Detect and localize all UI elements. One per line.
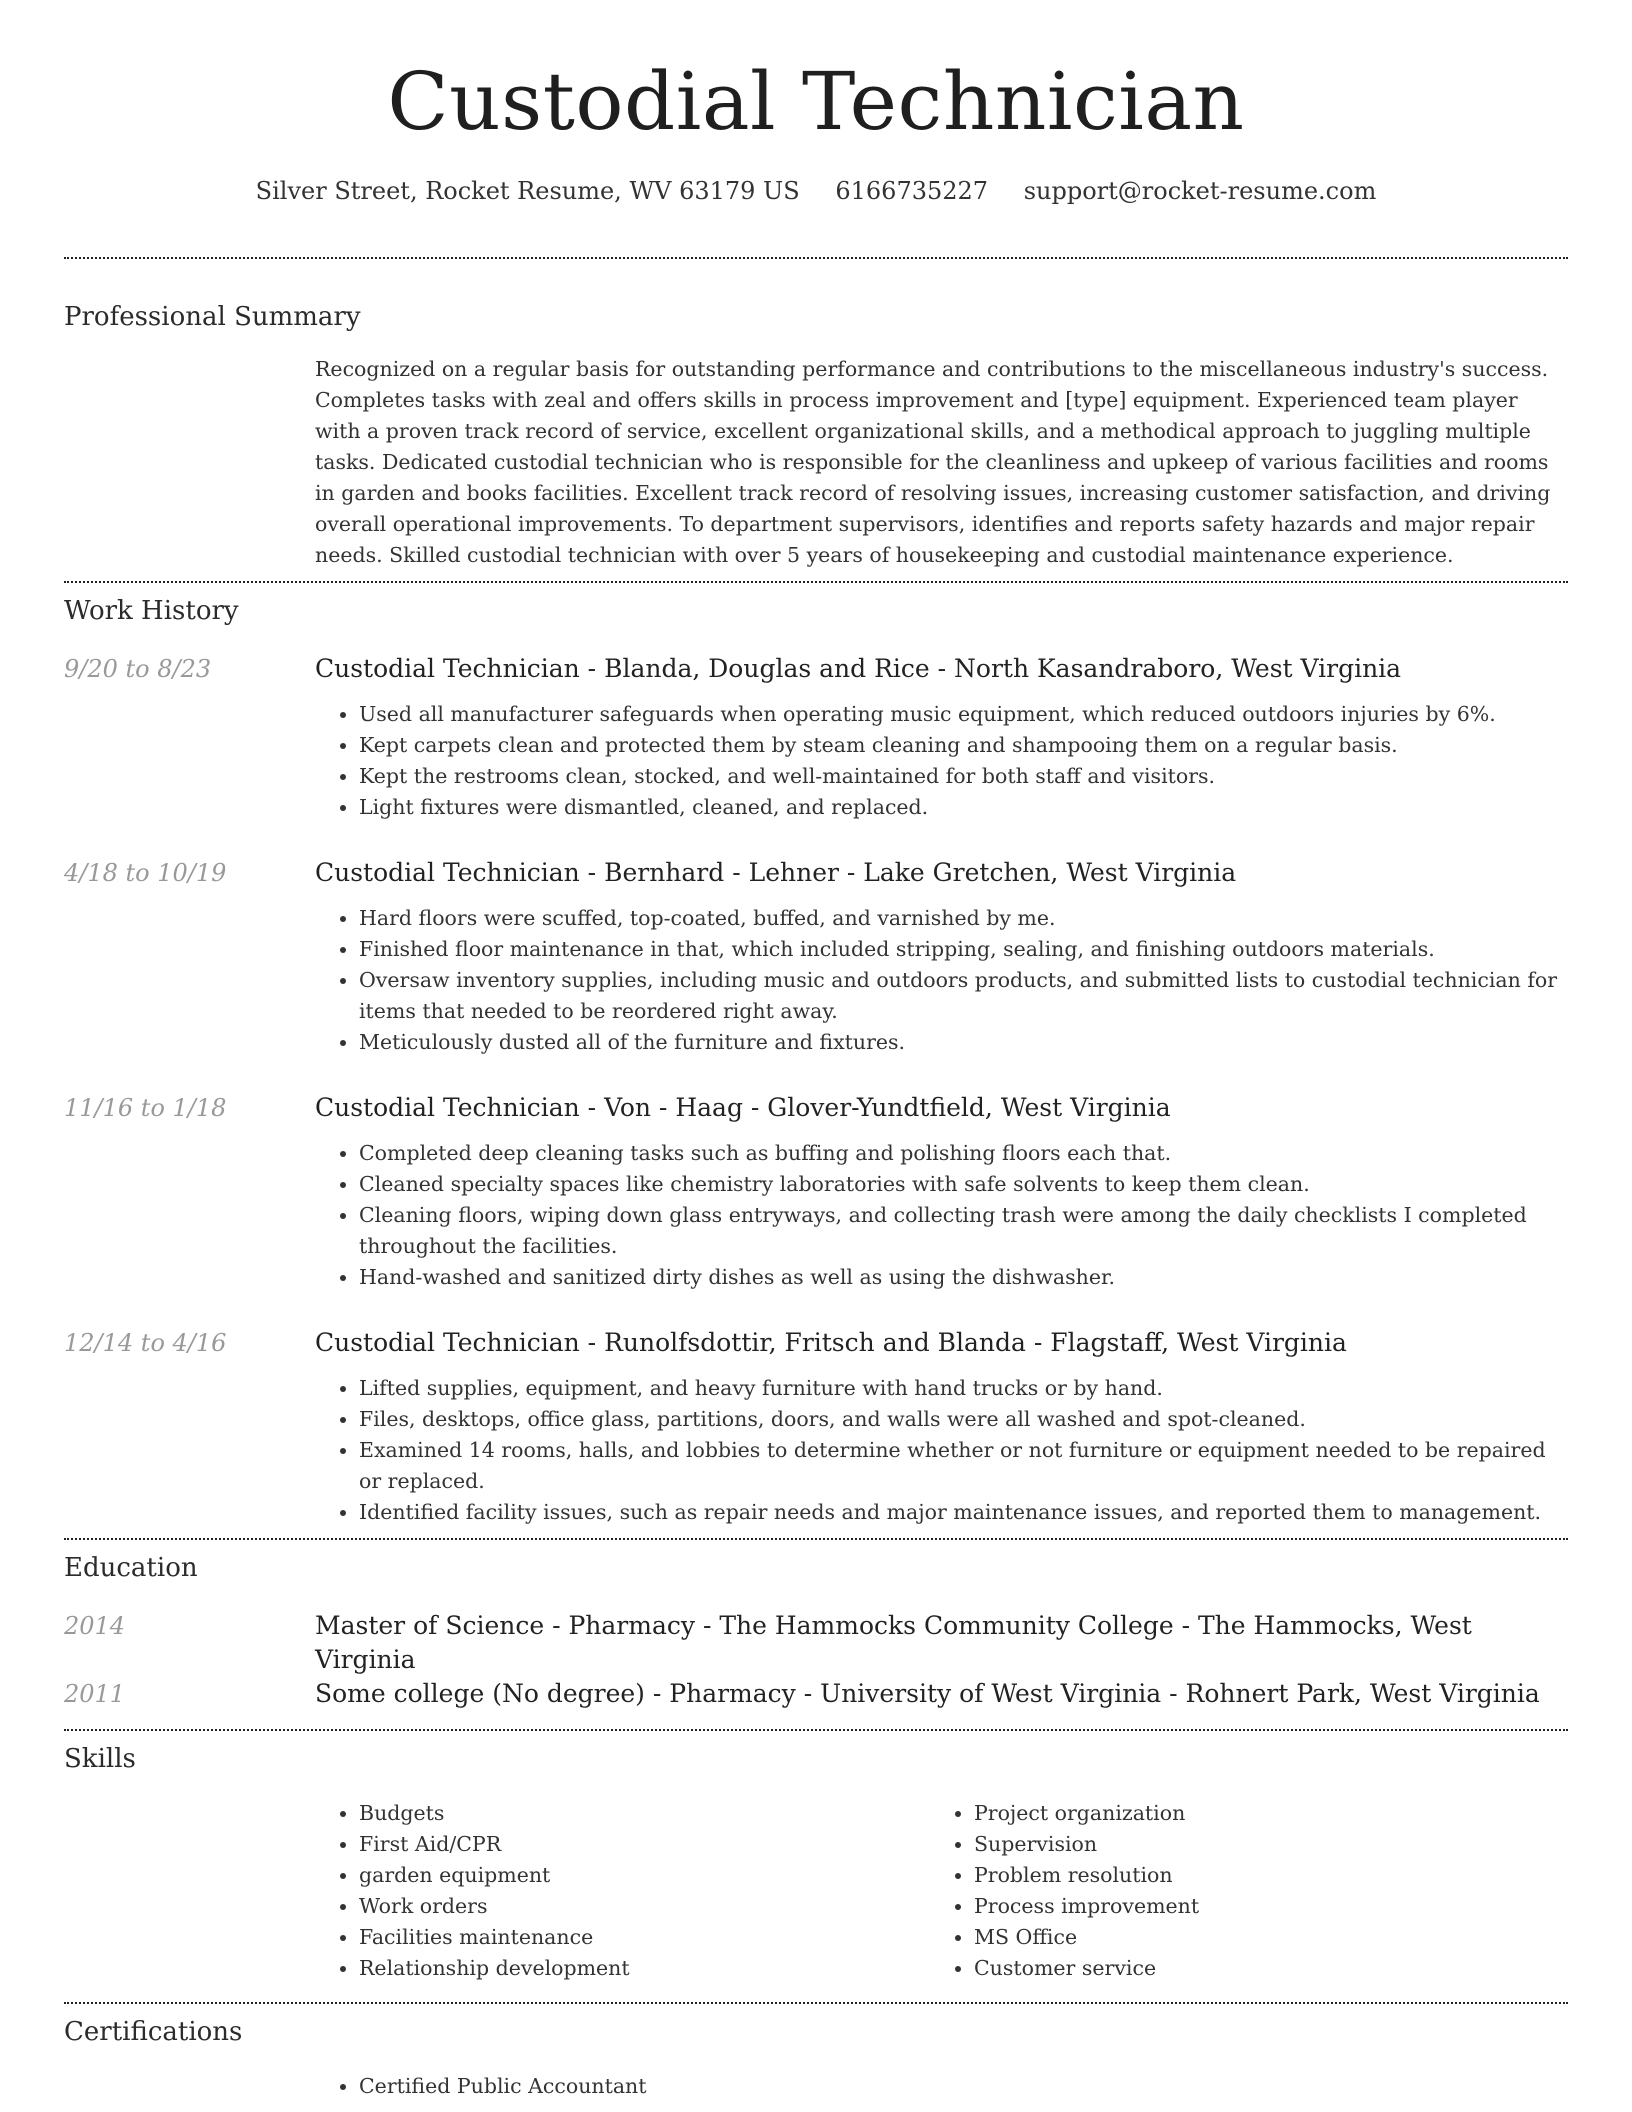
section-title-skills: Skills	[64, 1744, 136, 1774]
skill-item: • First Aid/CPR	[359, 1829, 930, 1860]
skills-column-left	[315, 1798, 930, 1984]
divider	[64, 1538, 1568, 1540]
certifications-section	[64, 2016, 1568, 2102]
phone: 6166735227	[835, 177, 989, 205]
certifications-list	[315, 2071, 1568, 2102]
job-bullet: • Hard floors were scuffed, top-coated, buffed, and varnished by me.	[359, 903, 1568, 934]
job-bullets	[315, 903, 1568, 1058]
job-bullet: • Lifted supplies, equipment, and heavy furniture with hand trucks or by hand.	[359, 1373, 1568, 1404]
divider	[64, 2002, 1568, 2004]
skills-list	[930, 1798, 1545, 1984]
job-bullet: • Kept carpets clean and protected them by steam cleaning and shampooing them on a regular basis.	[359, 730, 1568, 761]
job-bullet: • Light fixtures were dismantled, cleaned, and replaced.	[359, 792, 1568, 823]
education-text: Master of Science - Pharmacy - The Hammocks Community College - The Hammocks, West Virginia	[315, 1611, 1472, 1674]
job-bullets	[315, 1138, 1568, 1293]
education-year: 2011	[64, 1680, 126, 1708]
skill-item: • MS Office	[974, 1922, 1545, 1953]
section-title-certifications: Certifications	[64, 2017, 243, 2047]
education-entry	[64, 1677, 1568, 1711]
education-section	[64, 1552, 1568, 1711]
skill-item: • Facilities maintenance	[359, 1922, 930, 1953]
section-title-summary: Professional Summary	[64, 302, 361, 332]
job-heading: Custodial Technician - Blanda, Douglas and Rice - North Kasandraboro, West Virginia	[315, 654, 1402, 683]
job-entry	[64, 1326, 1568, 1528]
job-bullet: • Meticulously dusted all of the furniture and fixtures.	[359, 1027, 1568, 1058]
job-bullet: • Completed deep cleaning tasks such as buffing and polishing floors each that.	[359, 1138, 1568, 1169]
skills-list	[315, 1798, 930, 1984]
divider	[64, 1729, 1568, 1731]
section-title-work-history: Work History	[64, 596, 239, 626]
job-bullet: • Kept the restrooms clean, stocked, and well-maintained for both staff and visitors.	[359, 761, 1568, 792]
job-heading: Custodial Technician - Von - Haag - Glover-Yundtfield, West Virginia	[315, 1093, 1171, 1122]
skills-column-right	[930, 1798, 1545, 1984]
divider	[64, 257, 1568, 259]
certification-item: • Certified Public Accountant	[359, 2071, 1568, 2102]
job-dates: 12/14 to 4/16	[64, 1329, 227, 1357]
job-bullets	[315, 699, 1568, 823]
job-entry	[64, 652, 1568, 823]
skills-columns	[315, 1798, 1568, 1984]
skill-item: • garden equipment	[359, 1860, 930, 1891]
summary-text: Recognized on a regular basis for outstanding performance and contributions to the miscellaneous industry's success. Completes tasks with zeal and offers skills in process improvement and [type] equipment. Experienced team player with a proven track record of service, excellent organizational skills, and a methodical approach to juggling multiple tasks. Dedicated custodial technician who is responsible for the cleanliness and upkeep of various facilities and rooms in garden and books facilities. Excellent track record of resolving issues, increasing customer satisfaction, and driving overall operational improvements. To department supervisors, identifies and reports safety hazards and major repair needs. Skilled custodial technician with over 5 years of housekeeping and custodial maintenance experience.	[315, 357, 1551, 567]
address: Silver Street, Rocket Resume, WV 63179 US	[255, 177, 800, 205]
summary-section	[64, 301, 1568, 571]
education-year: 2014	[64, 1612, 126, 1640]
email: support@rocket-resume.com	[1023, 177, 1377, 205]
job-bullet: • Cleaned specialty spaces like chemistry laboratories with safe solvents to keep them clean.	[359, 1169, 1568, 1200]
job-bullet: • Oversaw inventory supplies, including music and outdoors products, and submitted lists to custodial technician for items that needed to be reordered right away.	[359, 965, 1568, 1027]
skill-item: • Supervision	[974, 1829, 1545, 1860]
job-bullet: • Files, desktops, office glass, partitions, doors, and walls were all washed and spot-cleaned.	[359, 1404, 1568, 1435]
job-dates: 4/18 to 10/19	[64, 859, 227, 887]
divider	[64, 581, 1568, 583]
section-title-education: Education	[64, 1553, 198, 1583]
skills-section	[64, 1743, 1568, 1984]
job-bullet: • Examined 14 rooms, halls, and lobbies to determine whether or not furniture or equipment needed to be repaired or replaced.	[359, 1435, 1568, 1497]
education-text: Some college (No degree) - Pharmacy - University of West Virginia - Rohnert Park, West Virginia	[315, 1679, 1540, 1708]
job-bullet: • Hand-washed and sanitized dirty dishes as well as using the dishwasher.	[359, 1262, 1568, 1293]
skill-item: • Customer service	[974, 1953, 1545, 1984]
job-bullet: • Cleaning floors, wiping down glass entryways, and collecting trash were among the daily checklists I completed throughout the facilities.	[359, 1200, 1568, 1262]
job-bullet: • Used all manufacturer safeguards when operating music equipment, which reduced outdoors injuries by 6%.	[359, 699, 1568, 730]
resume-page	[64, 0, 1568, 2102]
skill-item: • Work orders	[359, 1891, 930, 1922]
job-dates: 9/20 to 8/23	[64, 655, 212, 683]
job-heading: Custodial Technician - Bernhard - Lehner - Lake Gretchen, West Virginia	[315, 858, 1237, 887]
work-history-section	[64, 595, 1568, 1528]
job-bullet: • Finished floor maintenance in that, which included stripping, sealing, and finishing outdoors materials.	[359, 934, 1568, 965]
skill-item: • Relationship development	[359, 1953, 930, 1984]
candidate-name: Custodial Technician	[387, 55, 1245, 148]
job-bullets	[315, 1373, 1568, 1528]
job-entry	[64, 1091, 1568, 1293]
skill-item: • Process improvement	[974, 1891, 1545, 1922]
skill-item: • Project organization	[974, 1798, 1545, 1829]
contact-line	[64, 174, 1568, 208]
skill-item: • Budgets	[359, 1798, 930, 1829]
education-entry	[64, 1609, 1568, 1674]
job-dates: 11/16 to 1/18	[64, 1094, 227, 1122]
job-bullet: • Identified facility issues, such as repair needs and major maintenance issues, and reported them to management.	[359, 1497, 1568, 1528]
job-entry	[64, 856, 1568, 1058]
job-heading: Custodial Technician - Runolfsdottir, Fritsch and Blanda - Flagstaff, West Virginia	[315, 1328, 1347, 1357]
skill-item: • Problem resolution	[974, 1860, 1545, 1891]
